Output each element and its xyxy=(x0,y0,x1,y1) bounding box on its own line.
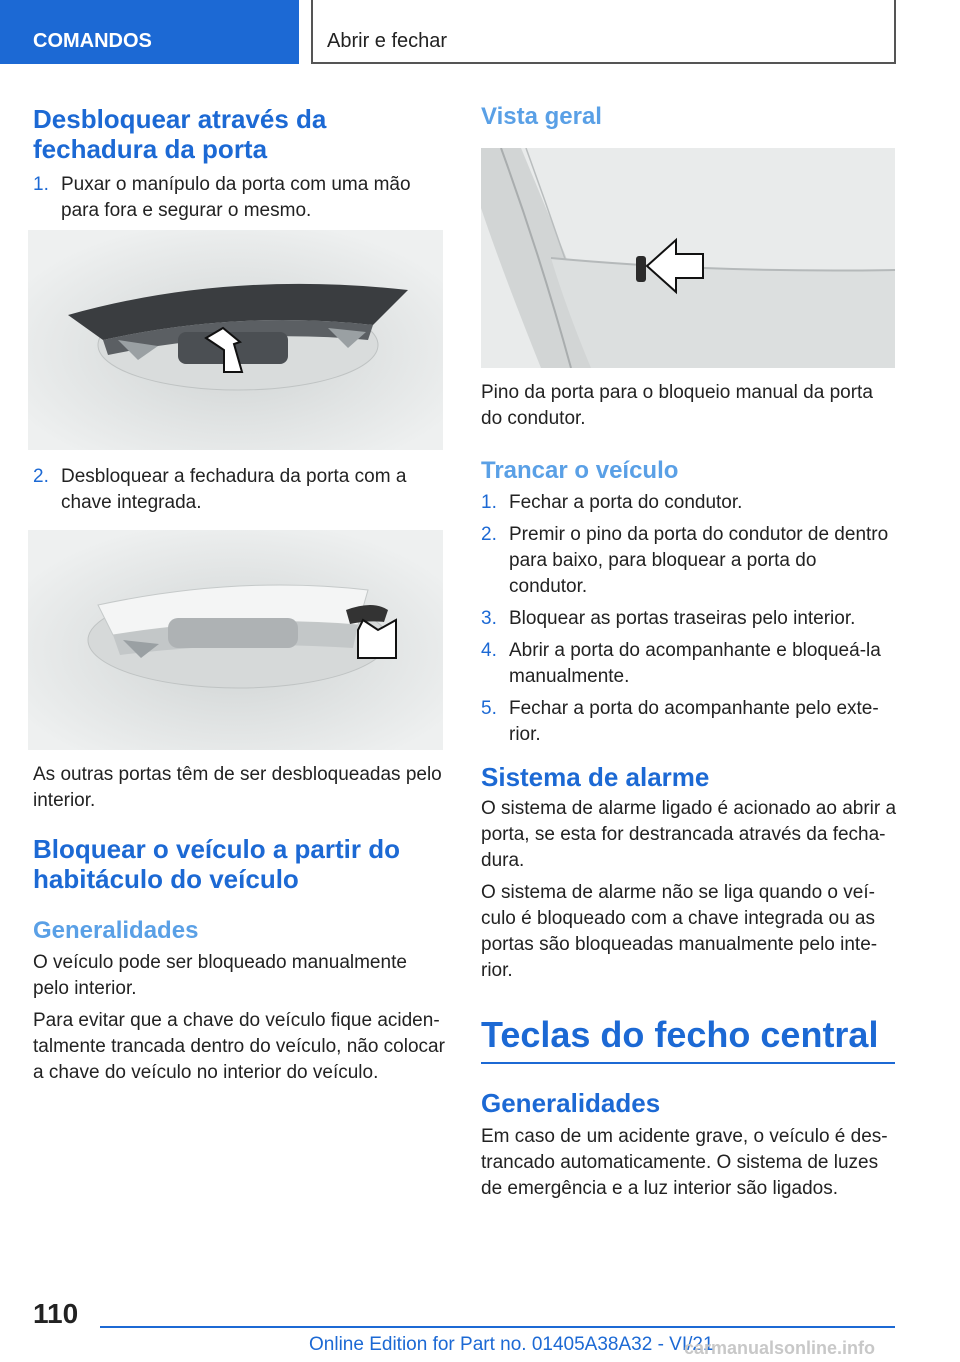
step-text: Premir o pino da porta do condutor de dentro para baixo, para bloquear a porta do condutor. xyxy=(509,524,889,597)
step-number: 2. xyxy=(33,466,49,487)
list-item xyxy=(33,464,443,516)
header-section-label: COMANDOS xyxy=(0,0,299,64)
step-number: 2. xyxy=(481,524,497,545)
step-number: 1. xyxy=(33,174,49,195)
section-divider xyxy=(481,1062,895,1064)
heading-lock-vehicle: Trancar o veículo xyxy=(481,457,679,484)
paragraph-manual-lock: O veículo pode ser bloqueado manualmente pelo interior. xyxy=(33,952,407,999)
paragraph-accident-unlock: Em caso de um acidente grave, o veículo é des-trancado automaticamente. O sistema de luzes de emergência e a luz interior são ligados. xyxy=(481,1126,888,1199)
heading-overview: Vista geral xyxy=(481,103,602,130)
paragraph-key-warning: Para evitar que a chave do veículo fique aciden-talmente trancada dentro do veículo, não colocar a chave do veículo no interior do veículo. xyxy=(33,1010,445,1083)
step-number: 3. xyxy=(481,608,497,629)
list-item xyxy=(33,172,443,224)
step-text: Puxar o manípulo da porta com uma mão para fora e segurar o mesmo. xyxy=(61,174,411,221)
heading-central-locking-buttons: Teclas do fecho central xyxy=(481,1014,879,1055)
right-column xyxy=(481,100,897,1202)
heading-general-right: Generalidades xyxy=(481,1088,661,1118)
heading-general-left: Generalidades xyxy=(33,917,199,944)
lock-steps xyxy=(481,490,897,748)
door-lock-with-key-illustration xyxy=(28,530,443,750)
door-handle-figure xyxy=(28,230,443,450)
step-number: 4. xyxy=(481,640,497,661)
list-item xyxy=(481,522,897,600)
list-item xyxy=(481,696,897,748)
list-item xyxy=(481,490,897,516)
step-text: Bloquear as portas traseiras pelo interior. xyxy=(509,608,856,629)
step-number: 1. xyxy=(481,492,497,513)
paragraph-alarm-trigger: O sistema de alarme ligado é acionado ao abrir a porta, se esta for destrancada através da fecha-dura. xyxy=(481,798,897,871)
footer-edition: Online Edition for Part no. 01405A38A32 - VI/21 xyxy=(309,1334,714,1355)
step-text: Fechar a porta do condutor. xyxy=(509,492,743,513)
note-other-doors: As outras portas têm de ser desbloqueadas pelo interior. xyxy=(33,764,442,811)
header-page-title: Abrir e fechar xyxy=(311,0,896,64)
watermark-logo: carmanualsonline.info xyxy=(684,1338,876,1358)
unlock-steps-b xyxy=(33,464,443,516)
page-number: 110 xyxy=(33,1298,79,1329)
step-text: Fechar a porta do acompanhante pelo exte-rior. xyxy=(509,698,879,745)
footer-divider xyxy=(100,1326,895,1328)
step-number: 5. xyxy=(481,698,497,719)
list-item xyxy=(481,606,897,632)
list-item xyxy=(481,638,897,690)
heading-alarm-system: Sistema de alarme xyxy=(481,762,710,792)
door-pin-figure xyxy=(481,148,895,368)
heading-unlock-door-lock: Desbloquear através da fechadura da porta xyxy=(33,104,327,164)
paragraph-alarm-not-armed: O sistema de alarme não se liga quando o veí-culo é bloqueado com a chave integrada ou as portas são bloqueadas manualmente pelo inte-rior. xyxy=(481,882,878,981)
door-handle-pulled-illustration xyxy=(28,230,443,450)
caption-door-pin: Pino da porta para o bloqueio manual da porta do condutor. xyxy=(481,382,873,429)
step-text: Desbloquear a fechadura da porta com a chave integrada. xyxy=(61,466,407,513)
door-lock-key-figure xyxy=(28,530,443,750)
unlock-steps-a xyxy=(33,172,443,224)
step-text: Abrir a porta do acompanhante e bloqueá-la manualmente. xyxy=(509,640,881,687)
heading-lock-from-inside: Bloquear o veículo a partir do habitáculo do veículo xyxy=(33,834,400,894)
door-lock-pin-illustration xyxy=(481,148,895,368)
left-column xyxy=(33,100,443,1086)
